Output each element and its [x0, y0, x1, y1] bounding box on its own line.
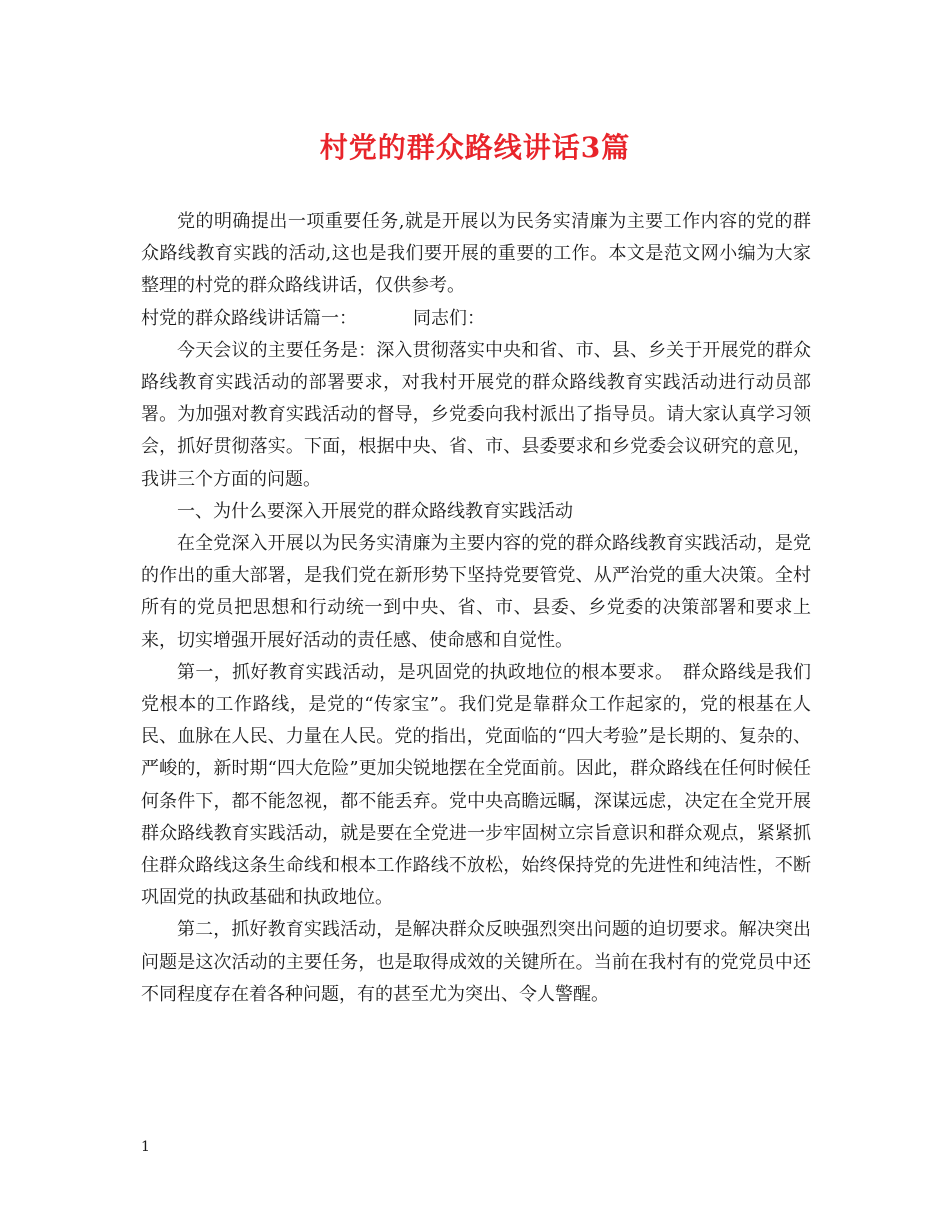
body-paragraph: 第一，抓好教育实践活动，是巩固党的执政地位的根本要求。 群众路线是我们党根本的工作路线，是党的“传家宝”。我们党是靠群众工作起家的，党的根基在人民、血脉在人民、力量在人民。党的指出，党面临的“四大考验”是长期的、复杂的、严峻的，新时期“四大危险”更加尖锐地摆在全党面前。因此，群众路线在任何时候任何条件下，都不能忽视，都不能丢弃。党中央高瞻远瞩，深谋远虑，决定在全党开展群众路线教育实践活动，就是要在全党进一步牢固树立宗旨意识和群众观点，紧紧抓住群众路线这条生命线和根本工作路线不放松，始终保持党的先进性和纯洁性，不断巩固党的执政基础和执政地位。 [141, 661, 811, 909]
section-heading-line [141, 303, 811, 335]
subheading-paragraph: 一、为什么要深入开展党的群众路线教育实践活动 [177, 500, 573, 522]
body-paragraph: 今天会议的主要任务是：深入贯彻落实中央和省、市、县、乡关于开展党的群众路线教育实践活动的部署要求，对我村开展党的群众路线教育实践活动进行动员部署。为加强对教育实践活动的督导，乡党委向我村派出了指导员。请大家认真学习领会，抓好贯彻落实。下面，根据中央、省、市、县委要求和乡党委会议研究的意见，我讲三个方面的问题。 [141, 339, 811, 490]
page-number: 1 [141, 1139, 150, 1155]
intro-paragraph: 党的明确提出一项重要任务,就是开展以为民务实清廉为主要工作内容的党的群众路线教育实践的活动,这也是我们要开展的重要的工作。本文是范文网小编为大家整理的村党的群众路线讲话，仅供参考。 [141, 211, 811, 297]
document-body [141, 206, 811, 1011]
body-paragraph: 在全党深入开展以为民务实清廉为主要内容的党的群众路线教育实践活动，是党的作出的重大部署，是我们党在新形势下坚持党要管党、从严治党的重大决策。全村所有的党员把思想和行动统一到中央、省、市、县委、乡党委的决策部署和要求上来，切实增强开展好活动的责任感、使命感和自觉性。 [141, 533, 811, 651]
section-heading: 村党的群众路线讲话篇一： [141, 307, 357, 329]
document-title: 村党的群众路线讲话3篇 [319, 131, 631, 164]
greeting: 同志们： [413, 307, 485, 329]
body-paragraph: 第二，抓好教育实践活动，是解决群众反映强烈突出问题的迫切要求。解决突出问题是这次活动的主要任务，也是取得成效的关键所在。当前在我村有的党党员中还不同程度存在着各种问题，有的甚至尤为突出、令人警醒。 [141, 919, 811, 1005]
